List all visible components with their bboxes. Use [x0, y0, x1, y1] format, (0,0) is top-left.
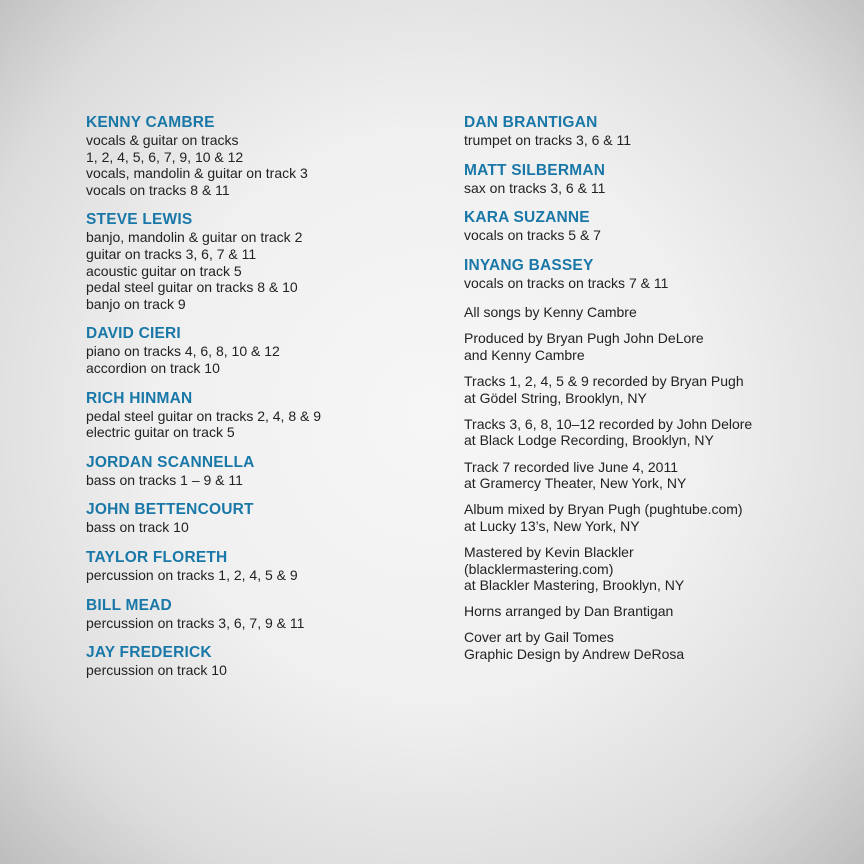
- musician-block: [464, 162, 834, 197]
- musician-name: DAVID CIERI: [86, 325, 181, 343]
- musician-block: [464, 257, 834, 292]
- musician-role-line: accordion on track 10: [86, 359, 220, 376]
- musicians-left-column: [86, 114, 446, 692]
- musician-role-line: trumpet on tracks 3, 6 & 11: [464, 132, 632, 148]
- musician-name: TAYLOR FLORETH: [86, 548, 228, 566]
- credit-line: Produced by Bryan Pugh John DeLore: [464, 330, 704, 347]
- credit-line: All songs by Kenny Cambre: [464, 304, 637, 321]
- musician-block: [86, 390, 446, 441]
- musician-role-line: vocals on tracks on tracks 7 & 11: [464, 274, 669, 291]
- credit-block: [464, 544, 834, 594]
- musician-name: JOHN BETTENCOURT: [86, 501, 254, 519]
- musician-role-line: banjo, mandolin & guitar on track 2: [86, 229, 303, 246]
- musician-name: JAY FREDERICK: [86, 644, 212, 662]
- musician-role-line: acoustic guitar on track 5: [86, 262, 242, 279]
- musician-block: [86, 549, 446, 584]
- musician-role-line: sax on tracks 3, 6 & 11: [464, 179, 606, 196]
- musician-role-line: piano on tracks 4, 6, 8, 10 & 12: [86, 343, 280, 360]
- musician-name: MATT SILBERMAN: [464, 161, 606, 179]
- musician-role-line: vocals & guitar on tracks: [86, 132, 239, 148]
- credit-block: [464, 459, 834, 492]
- musician-name: KENNY CAMBRE: [86, 114, 215, 131]
- musician-role-line: percussion on tracks 1, 2, 4, 5 & 9: [86, 566, 298, 583]
- credit-line: at Lucky 13’s, New York, NY: [464, 517, 640, 534]
- right-musicians-list: [464, 114, 834, 291]
- musician-name: BILL MEAD: [86, 596, 172, 614]
- credit-block: [464, 603, 834, 620]
- credit-line: Horns arranged by Dan Brantigan: [464, 603, 674, 620]
- credit-line: and Kenny Cambre: [464, 347, 585, 364]
- musician-role-line: 1, 2, 4, 5, 6, 7, 9, 10 & 12: [86, 148, 244, 165]
- musician-role-line: guitar on tracks 3, 6, 7 & 11: [86, 245, 257, 262]
- credit-block: [464, 416, 834, 449]
- credit-block: [464, 330, 834, 363]
- musician-block: [86, 114, 446, 198]
- credit-line: Track 7 recorded live June 4, 2011: [464, 458, 679, 475]
- musician-block: [464, 114, 834, 149]
- musician-role-line: banjo on track 9: [86, 295, 186, 312]
- musician-name: RICH HINMAN: [86, 389, 193, 407]
- musician-block: [86, 454, 446, 489]
- musician-role-line: vocals, mandolin & guitar on track 3: [86, 165, 308, 182]
- musician-role-line: pedal steel guitar on tracks 8 & 10: [86, 279, 298, 296]
- production-credits: [464, 304, 834, 662]
- musician-block: [86, 325, 446, 376]
- credit-line: at Gödel String, Brooklyn, NY: [464, 389, 647, 406]
- musician-role-line: percussion on tracks 3, 6, 7, 9 & 11: [86, 614, 305, 631]
- musician-role-line: percussion on track 10: [86, 662, 227, 679]
- credit-line: (blacklermastering.com): [464, 560, 614, 577]
- credit-block: [464, 373, 834, 406]
- credit-block: [464, 304, 834, 321]
- musicians-right-column: [464, 114, 834, 672]
- credit-line: Album mixed by Bryan Pugh (pughtube.com): [464, 501, 743, 518]
- musician-role-line: vocals on tracks 8 & 11: [86, 181, 230, 198]
- musician-block: [86, 501, 446, 536]
- musician-role-line: pedal steel guitar on tracks 2, 4, 8 & 9: [86, 407, 322, 424]
- musician-role-line: bass on tracks 1 – 9 & 11: [86, 471, 243, 488]
- credit-line: Tracks 3, 6, 8, 10–12 recorded by John Delore: [464, 415, 753, 432]
- musician-name: DAN BRANTIGAN: [464, 114, 598, 131]
- musician-name: JORDAN SCANNELLA: [86, 453, 255, 471]
- musician-block: [86, 211, 446, 312]
- musician-role-line: electric guitar on track 5: [86, 424, 235, 441]
- credit-line: at Gramercy Theater, New York, NY: [464, 475, 687, 492]
- musician-block: [86, 597, 446, 632]
- musician-role-line: bass on track 10: [86, 519, 189, 536]
- credit-block: [464, 501, 834, 534]
- credit-line: Tracks 1, 2, 4, 5 & 9 recorded by Bryan Pugh: [464, 373, 744, 390]
- musician-block: [464, 209, 834, 244]
- credit-line: at Blackler Mastering, Brooklyn, NY: [464, 577, 685, 594]
- musician-name: STEVE LEWIS: [86, 211, 193, 229]
- musician-role-line: vocals on tracks 5 & 7: [464, 227, 601, 244]
- credit-line: Graphic Design by Andrew DeRosa: [464, 645, 685, 662]
- credit-line: Mastered by Kevin Blackler: [464, 543, 634, 560]
- musician-name: KARA SUZANNE: [464, 209, 590, 227]
- credit-line: Cover art by Gail Tomes: [464, 629, 614, 646]
- musician-block: [86, 644, 446, 679]
- credit-line: at Black Lodge Recording, Brooklyn, NY: [464, 432, 714, 449]
- musician-name: INYANG BASSEY: [464, 256, 594, 274]
- credit-block: [464, 629, 834, 662]
